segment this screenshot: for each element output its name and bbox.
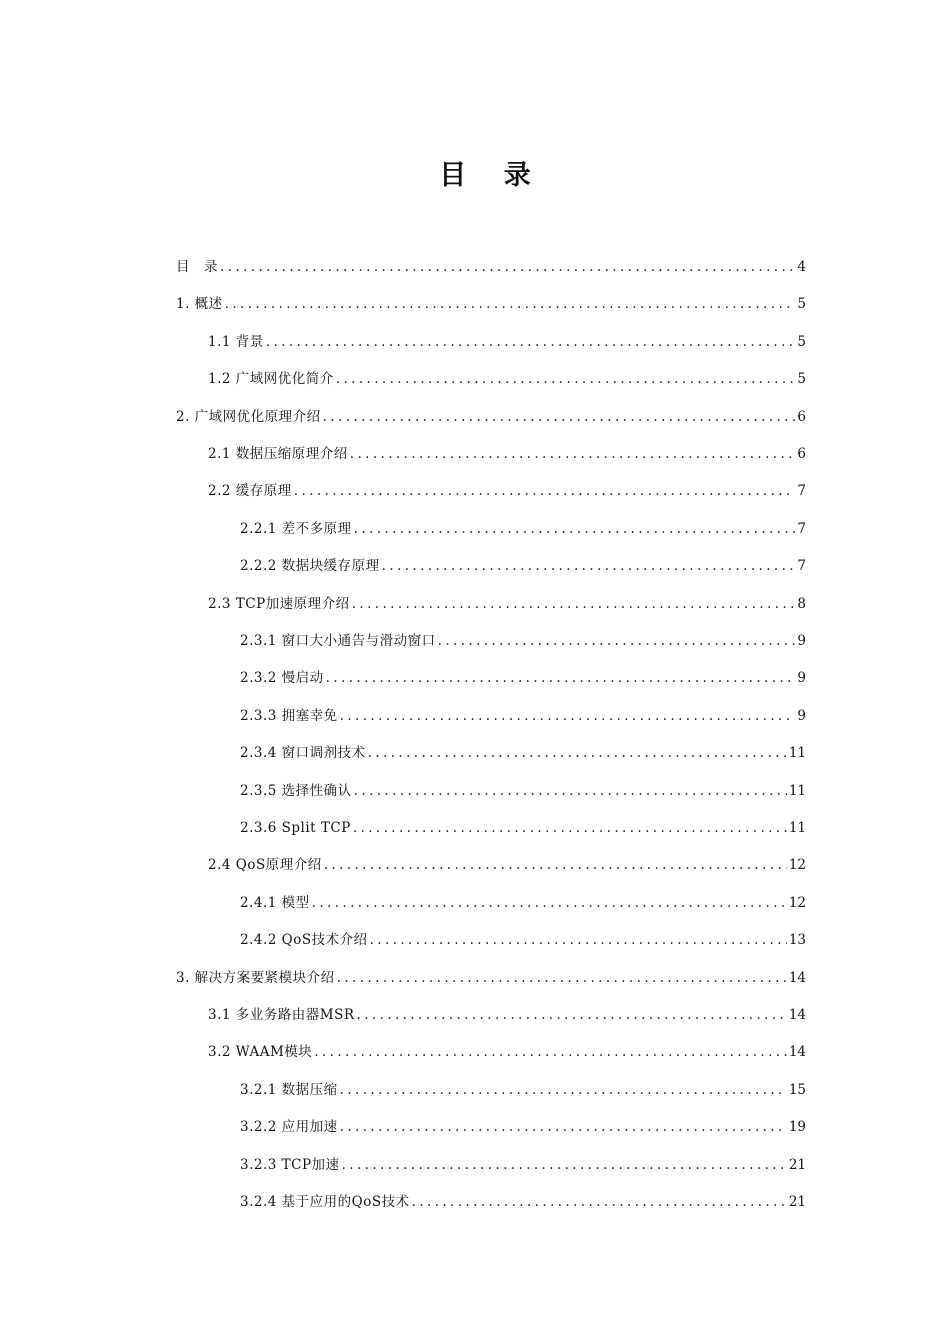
dot-leader (382, 551, 796, 581)
toc-entry-label: 3. 解决方案要紧模块介绍 (176, 969, 335, 986)
toc-entry-label: 2. 广域网优化原理介绍 (176, 408, 321, 425)
toc-entry-page-number: 19 (788, 1119, 806, 1136)
toc-entry-page-number: 11 (788, 745, 806, 762)
toc-entry[interactable] (208, 1037, 806, 1067)
toc-entry-page-number: 5 (797, 333, 806, 350)
toc-entry-page-number: 11 (788, 782, 806, 799)
toc-entry-page-number: 21 (788, 1194, 806, 1210)
toc-entry-page-number: 21 (788, 1156, 806, 1173)
toc-entry[interactable] (240, 514, 806, 544)
dot-leader (354, 776, 787, 806)
toc-entry-page-number: 9 (797, 707, 806, 724)
toc-entry-page-number: 5 (797, 371, 806, 388)
dot-leader (337, 963, 787, 993)
toc-entry-label: 3.1 多业务路由器MSR (208, 1007, 355, 1023)
toc-entry[interactable] (176, 402, 806, 432)
toc-entry[interactable] (240, 813, 806, 843)
dot-leader (354, 514, 796, 544)
toc-entry[interactable] (240, 1075, 806, 1105)
toc-entry-page-number: 15 (788, 1081, 806, 1098)
toc-entry-label: 2.1 数据压缩原理介绍 (208, 446, 348, 462)
dot-leader (368, 738, 787, 768)
toc-entry-page-number: 7 (797, 520, 806, 537)
toc-entry[interactable] (240, 1112, 806, 1142)
toc-entry[interactable] (176, 289, 806, 319)
toc-entry-page-number: 14 (788, 1007, 806, 1023)
toc-entry[interactable] (208, 364, 806, 394)
dot-leader (312, 888, 787, 918)
dot-leader (342, 1150, 787, 1180)
dot-leader (266, 327, 796, 357)
toc-entry-page-number: 4 (797, 259, 806, 275)
page-title: 目 录 (439, 160, 545, 191)
toc-entry-label: 2.4.1 模型 (240, 894, 310, 911)
toc-entry-label: 1.1 背景 (208, 333, 264, 350)
toc-entry-page-number: 14 (788, 1044, 806, 1061)
dot-leader (412, 1187, 787, 1217)
toc-entry[interactable] (240, 925, 806, 955)
toc-entry[interactable] (208, 1000, 806, 1030)
toc-entry-page-number: 13 (788, 932, 806, 949)
toc-entry-label: 2.4 QoS原理介绍 (208, 857, 322, 874)
toc-entry-page-number: 7 (797, 483, 806, 500)
toc-entry-label: 3.2 WAAM模块 (208, 1044, 313, 1061)
toc-entry[interactable] (208, 850, 806, 880)
dot-leader (352, 589, 796, 619)
dot-leader (326, 663, 796, 693)
dot-leader (225, 289, 796, 319)
toc-entry[interactable] (240, 888, 806, 918)
toc-entry-label: 2.4.2 QoS技术介绍 (240, 932, 368, 949)
toc-entry-label: 1.2 广域网优化简介 (208, 371, 334, 388)
toc-entry-label: 3.2.4 基于应用的QoS技术 (240, 1194, 410, 1210)
toc-entry[interactable] (240, 1150, 806, 1180)
dot-leader (370, 925, 787, 955)
toc-entry-page-number: 8 (797, 595, 806, 612)
toc-entry[interactable] (208, 589, 806, 619)
toc-entry-label: 2.3.6 Split TCP (240, 820, 351, 836)
toc-entry-label: 2.2.2 数据块缓存原理 (240, 558, 380, 575)
toc-entry[interactable] (208, 327, 806, 357)
toc-entry-label: 2.3 TCP加速原理介绍 (208, 595, 350, 612)
dot-leader (294, 476, 796, 506)
toc-entry[interactable] (240, 776, 806, 806)
toc-entry-page-number: 6 (797, 408, 806, 425)
toc-entry-label: 2.2.1 差不多原理 (240, 520, 352, 537)
toc-entry[interactable] (208, 439, 806, 469)
toc-entry-label: 2.3.5 选择性确认 (240, 782, 352, 799)
dot-leader (220, 252, 795, 282)
dot-leader (438, 626, 796, 656)
dot-leader (314, 1037, 787, 1067)
toc-entry-page-number: 9 (797, 670, 806, 687)
toc-entry-page-number: 14 (788, 969, 806, 986)
dot-leader (340, 1075, 787, 1105)
toc-entry[interactable] (240, 626, 806, 656)
toc-entry-label: 1. 概述 (176, 296, 223, 313)
toc-entry[interactable] (240, 1187, 806, 1217)
toc-entry-label: 2.3.3 拥塞幸免 (240, 707, 338, 724)
toc-entry[interactable] (240, 551, 806, 581)
toc-entry-page-number: 7 (797, 558, 806, 575)
toc-entry-label: 2.3.1 窗口大小通告与滑动窗口 (240, 633, 436, 649)
dot-leader (336, 364, 796, 394)
dot-leader (340, 701, 796, 731)
toc-entry[interactable] (208, 476, 806, 506)
toc-entry-label: 2.2 缓存原理 (208, 483, 292, 500)
toc-entry[interactable] (176, 252, 806, 282)
toc-entry-label: 3.2.1 数据压缩 (240, 1081, 338, 1098)
toc-entry-label: 3.2.3 TCP加速 (240, 1156, 340, 1173)
toc-entry-label: 3.2.2 应用加速 (240, 1119, 338, 1136)
toc-entry[interactable] (240, 663, 806, 693)
toc-entry[interactable] (240, 701, 806, 731)
toc-entry-page-number: 6 (797, 446, 806, 462)
toc-entry-page-number: 9 (797, 633, 806, 649)
toc-entry-page-number: 12 (788, 857, 806, 874)
dot-leader (324, 850, 787, 880)
dot-leader (353, 813, 787, 843)
dot-leader (340, 1112, 787, 1142)
toc-entry[interactable] (176, 963, 806, 993)
dot-leader (357, 1000, 787, 1030)
toc-entry-label: 2.3.4 窗口调剂技术 (240, 745, 366, 762)
toc-entry-page-number: 5 (797, 296, 806, 313)
toc-entry-label: 目 录 (176, 259, 218, 275)
toc-entry[interactable] (240, 738, 806, 768)
toc-entry-page-number: 12 (788, 894, 806, 911)
dot-leader (323, 402, 796, 432)
toc-entry-label: 2.3.2 慢启动 (240, 670, 324, 687)
toc-entry-page-number: 11 (788, 820, 806, 836)
dot-leader (350, 439, 796, 469)
